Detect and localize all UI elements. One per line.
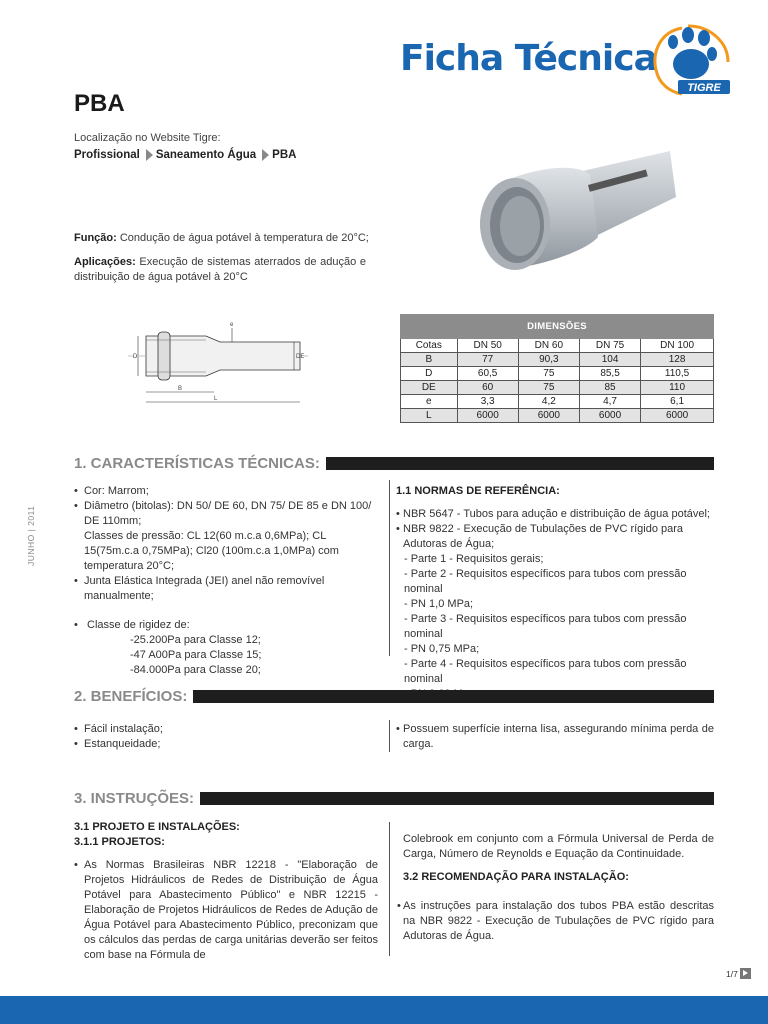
- section-bar: [326, 457, 714, 470]
- parte-item: - Parte 3 - Requisitos específicos para tubos com pressão nominal: [404, 613, 687, 640]
- table-cell: 4,7: [579, 395, 640, 409]
- paragraph: Colebrook em conjunto com a Fórmula Universal de Perda de Carga, Número de Reynolds e Equação da Continuidade.: [403, 833, 714, 860]
- list-item: • NBR 9822 - Execução de Tubulações de PVC rígido para Adutoras de Água;: [396, 523, 684, 550]
- logo-text: TIGRE: [687, 82, 721, 94]
- instructions-left: [74, 820, 378, 963]
- section-bar: [200, 792, 714, 805]
- table-cell: 6000: [457, 409, 518, 423]
- table-cell: 110,5: [641, 367, 714, 381]
- table-cell: 4,2: [518, 395, 579, 409]
- rigidez-item: -84.000Pa para Classe 20;: [130, 664, 261, 676]
- tigre-logo: [648, 22, 732, 98]
- benefits-list: [74, 722, 374, 752]
- applications-text: [74, 255, 366, 285]
- table-cell: 90,3: [518, 353, 579, 367]
- list-item: • Estanqueidade;: [74, 738, 161, 750]
- list-item: • Fácil instalação;: [74, 723, 163, 735]
- table-cell: 6,1: [641, 395, 714, 409]
- applications-label: Aplicações:: [74, 256, 136, 268]
- page-title: PBA: [74, 90, 125, 117]
- section-title: 2. BENEFÍCIOS:: [74, 688, 188, 705]
- list-item: • Possuem superfície interna lisa, assegurando mínima perda de carga.: [396, 723, 714, 750]
- table-row: [401, 409, 714, 423]
- column-header: DN 75: [579, 339, 640, 353]
- column-header: DN 100: [641, 339, 714, 353]
- footer-bar: [0, 996, 768, 1024]
- list-item: • Cor: Marrom;: [74, 485, 149, 497]
- parte-item: - PN 0,75 MPa;: [404, 643, 480, 655]
- parte-item: - Parte 1 - Requisitos gerais;: [404, 553, 544, 565]
- breadcrumb-item[interactable]: Saneamento Água: [155, 149, 257, 161]
- drawing-label-e: e: [230, 322, 234, 328]
- characteristics-list: [74, 484, 380, 678]
- brand-title: Ficha Técnica: [400, 38, 657, 79]
- parte-item: - Parte 4 - Requisitos específicos para tubos com pressão nominal: [404, 658, 687, 685]
- list-item: • NBR 5647 - Tubos para adução e distribuição de água potável;: [396, 508, 710, 520]
- table-cell: 75: [518, 367, 579, 381]
- list-item: Classes de pressão: CL 12(60 m.c.a 0,6MPa); CL 15(75m.c.a 0,75MPa); Cl20 (100m.c.a 1,0MPa) com temperatura 20°C;: [84, 530, 339, 572]
- parte-item: - Parte 2 - Requisitos específicos para tubos com pressão nominal: [404, 568, 687, 595]
- location-label: Localização no Website Tigre:: [74, 132, 221, 144]
- function-text: [74, 231, 370, 246]
- rigidez-item: -47 A00Pa para Classe 15;: [130, 649, 262, 661]
- chevron-right-icon: [146, 149, 153, 161]
- page-indicator: [726, 968, 751, 979]
- table-header-row: [401, 339, 714, 353]
- table-cell: 75: [518, 381, 579, 395]
- table-cell: DE: [401, 381, 458, 395]
- side-date: JUNHO | 2011: [26, 505, 36, 566]
- table-row: [401, 395, 714, 409]
- function-value: Condução de água potável à temperatura de 20°C;: [116, 232, 369, 244]
- dimensions-table: [400, 314, 714, 423]
- table-cell: 6000: [518, 409, 579, 423]
- table-cell: 60: [457, 381, 518, 395]
- list-item: • Classe de rigidez de:: [74, 619, 190, 631]
- subsection-title: 1.1 NORMAS DE REFERÊNCIA:: [396, 485, 560, 497]
- table-cell: 6000: [579, 409, 640, 423]
- table-cell: 3,3: [457, 395, 518, 409]
- normas-column: [396, 484, 714, 702]
- section-heading-characteristics: [74, 455, 714, 472]
- drawing-label-b: B: [178, 386, 183, 392]
- list-item: • Junta Elástica Integrada (JEI) anel não removível manualmente;: [74, 575, 325, 602]
- table-cell: 77: [457, 353, 518, 367]
- list-item: • Diâmetro (bitolas): DN 50/ DE 60, DN 75/ DE 85 e DN 100/ DE 110mm;: [74, 500, 372, 527]
- table-row: [401, 353, 714, 367]
- column-header: DN 60: [518, 339, 579, 353]
- applications-value: Execução de sistemas aterrados de adução e distribuição de água potável à 20°C: [74, 256, 366, 283]
- section-heading-benefits: [74, 688, 714, 705]
- column-divider: [389, 822, 390, 956]
- technical-drawing: [128, 318, 308, 410]
- column-header: Cotas: [401, 339, 458, 353]
- table-cell: 128: [641, 353, 714, 367]
- function-label: Função:: [74, 232, 117, 244]
- section-bar: [193, 690, 714, 703]
- paragraph: • As instruções para instalação dos tubos PBA estão descritas na NBR 9822 - Execução de Tubulações de PVC rígido para Adutoras de Água.: [397, 900, 714, 942]
- chevron-right-icon: [262, 149, 269, 161]
- section-heading-instructions: [74, 790, 714, 807]
- section-title: 3. INSTRUÇÕES:: [74, 790, 195, 807]
- page-number: 1/7: [726, 968, 738, 979]
- table-cell: e: [401, 395, 458, 409]
- table-cell: 104: [579, 353, 640, 367]
- subsection-title: 3.1.1 PROJETOS:: [74, 836, 165, 848]
- subsection-title: 3.1 PROJETO E INSTALAÇÕES:: [74, 821, 240, 833]
- table-cell: 60,5: [457, 367, 518, 381]
- table-cell: B: [401, 353, 458, 367]
- section-title: 1. CARACTERÍSTICAS TÉCNICAS:: [74, 455, 320, 472]
- table-cell: 85: [579, 381, 640, 395]
- drawing-label-d: D: [133, 354, 138, 360]
- pipe-photo: [470, 145, 680, 280]
- table-cell: 6000: [641, 409, 714, 423]
- breadcrumb-item[interactable]: Profissional: [74, 149, 140, 161]
- table-row: [401, 381, 714, 395]
- subsection-title: 3.2 RECOMENDAÇÃO PARA INSTALAÇÃO:: [403, 871, 629, 883]
- table-cell: L: [401, 409, 458, 423]
- benefits-right: [396, 722, 714, 752]
- breadcrumb-item[interactable]: PBA: [272, 149, 297, 161]
- table-cell: 85,5: [579, 367, 640, 381]
- drawing-label-l: L: [214, 396, 218, 402]
- paragraph: • As Normas Brasileiras NBR 12218 - "Elaboração de Projetos Hidráulicos de Redes de Distribuição de Água Potável para Abastecimento Público" e NBR 12215 - Elaboração de Projetos Hidráulicos de Redes de Adução de Água Potável para Abastecimento Público, preconizam que os cálculos das perdas de carga unitárias deverão ser feitos com base na Fórmula de: [74, 859, 378, 961]
- breadcrumb: [74, 149, 296, 161]
- parte-item: - PN 1,0 MPa;: [404, 598, 474, 610]
- column-divider: [389, 720, 390, 752]
- column-divider: [389, 480, 390, 656]
- column-header: DN 50: [457, 339, 518, 353]
- table-cell: 110: [641, 381, 714, 395]
- instructions-right: [397, 832, 714, 944]
- next-page-icon[interactable]: [740, 968, 751, 979]
- drawing-label-de: DE: [296, 354, 305, 360]
- table-cell: D: [401, 367, 458, 381]
- table-row: [401, 367, 714, 381]
- rigidez-item: -25.200Pa para Classe 12;: [130, 634, 261, 646]
- table-caption: DIMENSÕES: [401, 315, 714, 339]
